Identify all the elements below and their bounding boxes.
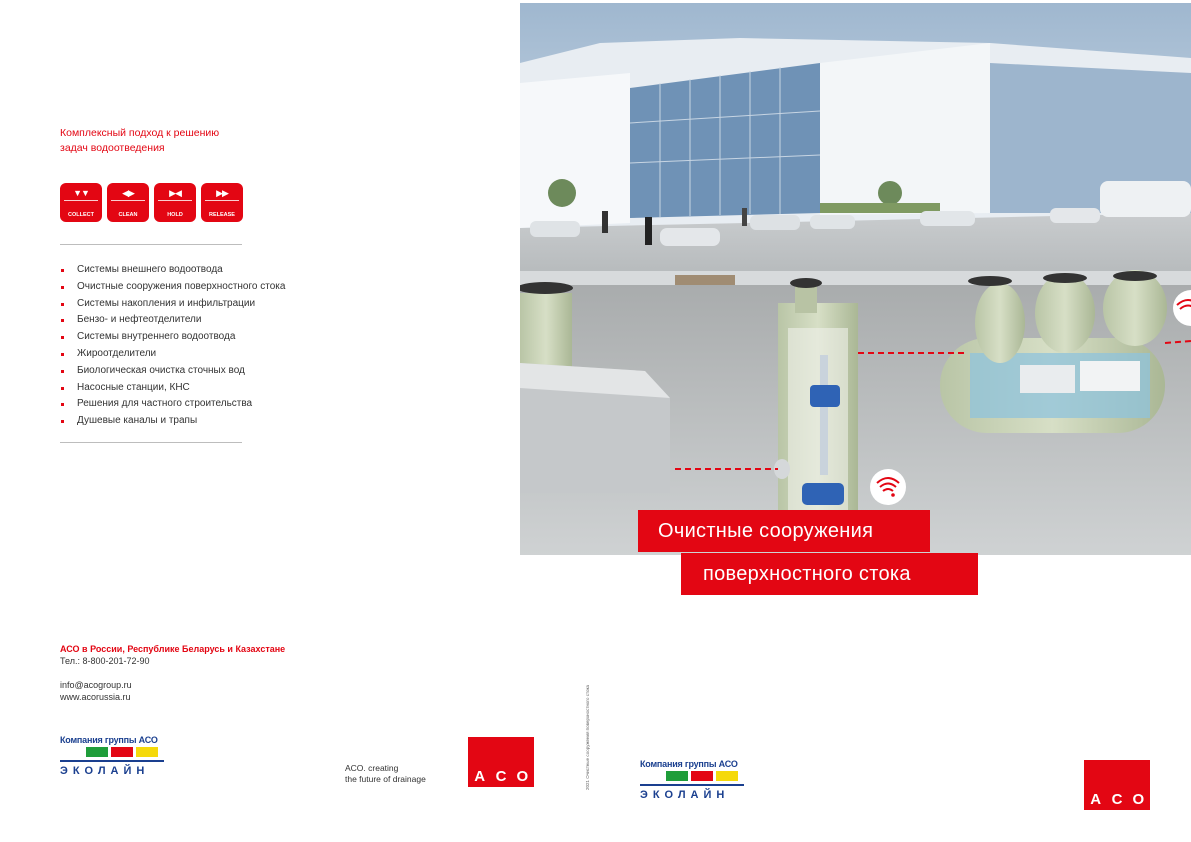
collect-icon: ▼▼ COLLECT — [60, 183, 102, 222]
ecoline-logo-left: Компания группы АСО ЭКОЛАЙН — [60, 735, 170, 777]
cover-illustration — [520, 3, 1191, 555]
ecoline-logo-right: Компания группы АСО ЭКОЛАЙН — [640, 759, 750, 801]
process-icons — [60, 183, 243, 222]
list-item: Бензо- и нефтеотделители — [60, 312, 285, 329]
solutions-list — [60, 262, 285, 430]
clean-icon: ◀▶ CLEAN — [107, 183, 149, 222]
contacts-heading: АСО в России, Республике Беларусь и Казахстане — [60, 644, 286, 654]
spine-text: 2021 Очистные сооружения поверхностного стока — [585, 684, 590, 790]
list-item: Насосные станции, КНС — [60, 380, 285, 397]
list-item: Душевые каналы и трапы — [60, 413, 285, 430]
contacts-web[interactable]: www.acorussia.ru — [60, 692, 131, 702]
intro-line-1: Комплексный подход к решению — [60, 127, 220, 139]
contacts-block — [60, 643, 285, 703]
list-item: Системы накопления и инфильтрации — [60, 296, 285, 313]
release-label: RELEASE — [209, 212, 235, 218]
intro-text — [60, 126, 219, 156]
aco-logo-left: A C O — [468, 737, 534, 787]
aco-logo-right: A C O — [1084, 760, 1150, 810]
divider-bottom — [60, 442, 242, 443]
list-item: Жироотделители — [60, 346, 285, 363]
contacts-phone: Тел.: 8-800-201-72-90 — [60, 656, 150, 666]
list-item: Системы внешнего водоотвода — [60, 262, 285, 279]
aco-tagline: ACO. creating the future of drainage — [345, 763, 426, 784]
list-item: Системы внутреннего водоотвода — [60, 329, 285, 346]
hold-icon: ▶◀ HOLD — [154, 183, 196, 222]
hold-label: HOLD — [167, 212, 183, 218]
cover-title-line-1: Очистные сооружения — [638, 510, 930, 552]
list-item: Очистные сооружения поверхностного стока — [60, 279, 285, 296]
collect-label: COLLECT — [68, 212, 94, 218]
intro-line-2: задач водоотведения — [60, 142, 165, 154]
list-item: Биологическая очистка сточных вод — [60, 363, 285, 380]
contacts-email[interactable]: info@acogroup.ru — [60, 680, 132, 690]
release-icon: ▶▶ RELEASE — [201, 183, 243, 222]
clean-label: CLEAN — [118, 212, 138, 218]
divider-top — [60, 244, 242, 245]
list-item: Решения для частного строительства — [60, 396, 285, 413]
cover-title-line-2: поверхностного стока — [681, 553, 978, 595]
